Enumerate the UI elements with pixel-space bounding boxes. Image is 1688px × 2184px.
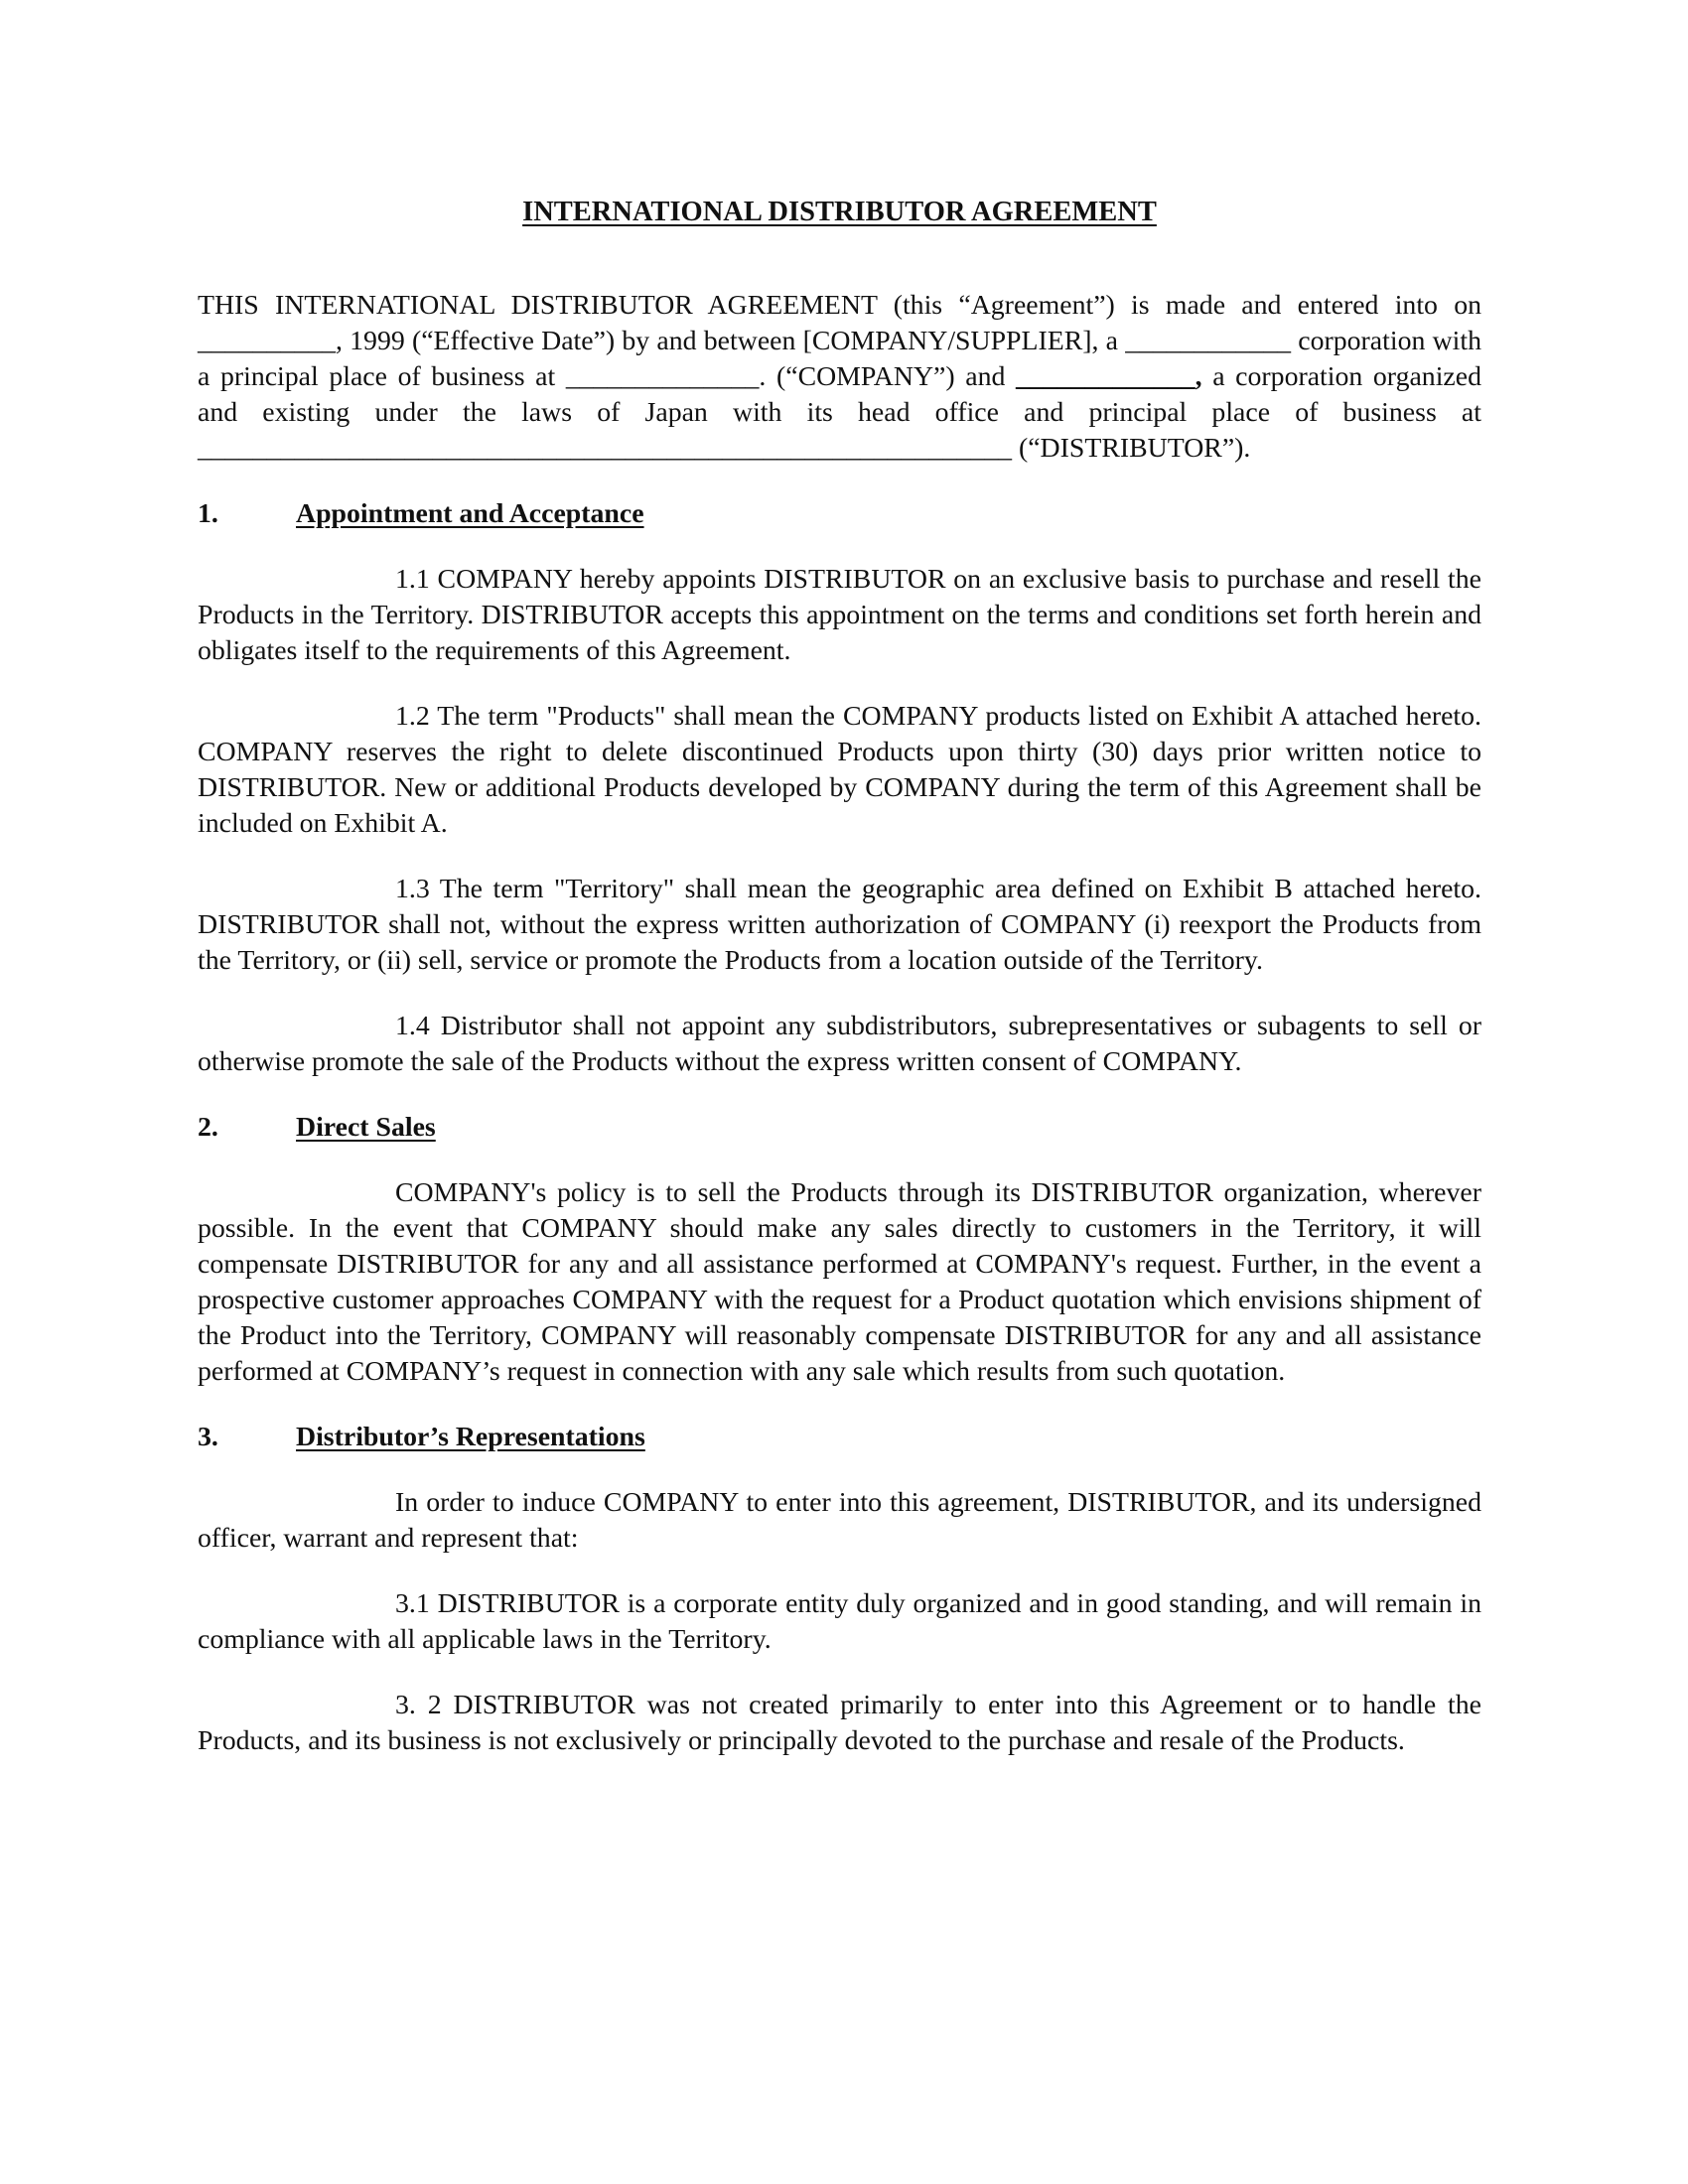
intro-text-part1: THIS INTERNATIONAL DISTRIBUTOR AGREEMENT (this “Agreement”) is made and entered into on __________, 1999 (“Effective Date”) by and between [COMPANY/SUPPLIER], a ____________ corporation with a principal place of business at ______________. (“COMPANY”) and: [198, 290, 1481, 392]
section-title: Distributor’s Representations: [296, 1422, 645, 1452]
clause-paragraph: 3. 2 DISTRIBUTOR was not created primarily to enter into this Agreement or to handle the Products, and its business is not exclusively or principally devoted to the purchase and resale of the Products.: [198, 1690, 1481, 1756]
clause-paragraph: 1.1 COMPANY hereby appoints DISTRIBUTOR on an exclusive basis to purchase and resell the Products in the Territory. DISTRIBUTOR accepts this appointment on the terms and conditions set forth herein and obligates itself to the requirements of this Agreement.: [198, 564, 1481, 666]
section-title: Appointment and Acceptance: [296, 498, 644, 529]
section-heading: [198, 1420, 1481, 1455]
document-page: [198, 195, 1481, 1789]
clause-paragraph: 1.2 The term "Products" shall mean the COMPANY products listed on Exhibit A attached hereto. COMPANY reserves the right to delete discontinued Products upon thirty (30) days prior written notice to DISTRIBUTOR. New or additional Products developed by COMPANY during the term of this Agreement shall be included on Exhibit A.: [198, 701, 1481, 839]
clause-paragraph: COMPANY's policy is to sell the Products through its DISTRIBUTOR organization, wherever possible. In the event that COMPANY should make any sales directly to customers in the Territory, it will compensate DISTRIBUTOR for any and all assistance performed at COMPANY's request. Further, in the event a prospective customer approaches COMPANY with the request for a Product quotation which envisions shipment of the Product into the Territory, COMPANY will reasonably compensate DISTRIBUTOR for any and all assistance performed at COMPANY’s request in connection with any sale which results from such quotation.: [198, 1177, 1481, 1387]
clause-paragraph: 1.3 The term "Territory" shall mean the geographic area defined on Exhibit B attached hereto. DISTRIBUTOR shall not, without the express written authorization of COMPANY (i) reexport the Products from the Territory, or (ii) sell, service or promote the Products from a location outside of the Territory.: [198, 874, 1481, 976]
intro-text-part2: a corporation organized and existing under the laws of Japan with its head office and principal place of business at ___________________________________________________________ (“DISTRIBUTOR”).: [198, 361, 1481, 464]
distributor-name-blank: _____________,: [1015, 361, 1202, 392]
clause-paragraph: 1.4 Distributor shall not appoint any subdistributors, subrepresentatives or subagents to sell or otherwise promote the sale of the Products without the express written consent of COMPANY.: [198, 1011, 1481, 1077]
section-heading: [198, 496, 1481, 532]
section-number: 1.: [198, 498, 218, 529]
section-number: 3.: [198, 1422, 218, 1452]
section-number: 2.: [198, 1112, 218, 1143]
section-title: Direct Sales: [296, 1112, 436, 1143]
clause-paragraph: 3.1 DISTRIBUTOR is a corporate entity duly organized and in good standing, and will remain in compliance with all applicable laws in the Territory.: [198, 1588, 1481, 1655]
clause-paragraph: In order to induce COMPANY to enter into this agreement, DISTRIBUTOR, and its undersigned officer, warrant and represent that:: [198, 1487, 1481, 1554]
section-heading: [198, 1110, 1481, 1146]
document-title: INTERNATIONAL DISTRIBUTOR AGREEMENT: [522, 197, 1157, 227]
intro-paragraph: [198, 288, 1481, 467]
